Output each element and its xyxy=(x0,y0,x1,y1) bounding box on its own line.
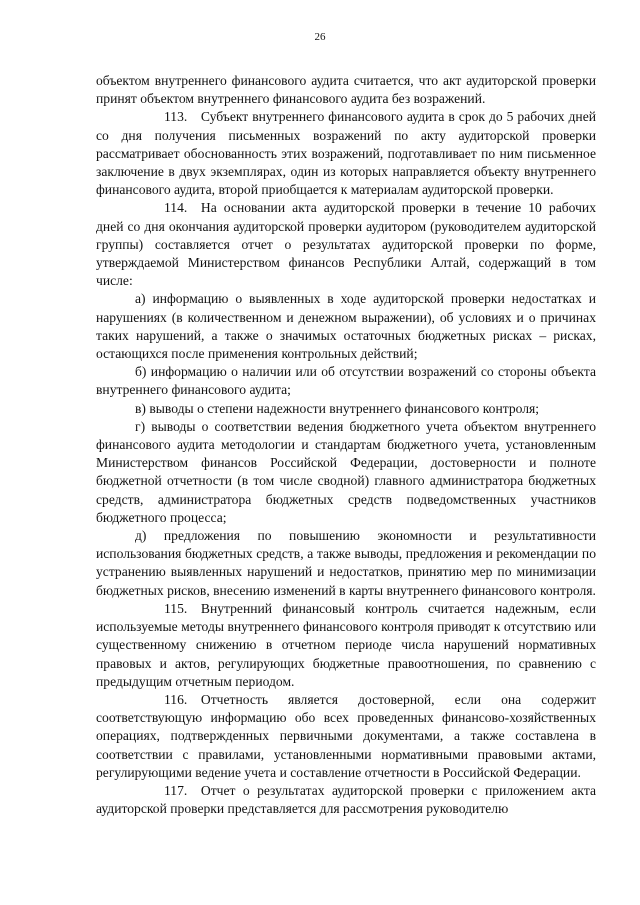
subitem-a: а) информацию о выявленных в ходе аудиторской проверки недостатках и нарушениях (в количественном и денежном выражении), об условиях и о причинах таких нарушений, а также о значимых остаточных бюджетных рисках – рисках, остающихся после применения контрольных действий; xyxy=(96,291,596,362)
document-body xyxy=(96,72,596,818)
paragraph-point-116: 116. Отчетность является достоверной, если она содержит соответствующую информацию обо всех проведенных финансово-хозяйственных операциях, подтвержденных первичными документами, а также составлена в соответствии с правилами, установленными нормативными правовыми актами, регулирующими ведение учета и составление отчетности в Российской Федерации. xyxy=(96,691,596,780)
paragraph-point-115: 115. Внутренний финансовый контроль считается надежным, если используемые методы внутреннего финансового контроля приводят к отсутствию или существенному снижению в отчетном периоде числа нарушений нормативных правовых и актов, регулирующих бюджетные правоотношения, по сравнению с предыдущим отчетным периодом. xyxy=(96,600,596,689)
paragraph-continuation: объектом внутреннего финансового аудита считается, что акт аудиторской проверки принят объектом внутреннего финансового аудита без возражений. xyxy=(96,73,596,107)
paragraph-point-114: 114. На основании акта аудиторской проверки в течение 10 рабочих дней со дня окончания аудиторской проверки аудитором (руководителем аудиторской группы) составляется отчет о результатах аудиторской проверки по форме, утверждаемой Министерством финансов Республики Алтай, содержащий в том числе: xyxy=(96,200,596,289)
page-number: 26 xyxy=(314,31,326,43)
subitem-d: д) предложения по повышению экономности и результативности использования бюджетных средств, а также выводы, предложения и рекомендации по устранению выявленных нарушений и недостатков, принятию мер по минимизации бюджетных рисков, внесению изменений в карты внутреннего финансового контроля. xyxy=(96,528,596,598)
subitem-b: б) информацию о наличии или об отсутствии возражений со стороны объекта внутреннего финансового аудита; xyxy=(96,364,596,398)
paragraph-point-117: 117. Отчет о результатах аудиторской проверки с приложением акта аудиторской проверки представляется для рассмотрения руководителю xyxy=(96,782,596,817)
subitem-v: в) выводы о степени надежности внутреннего финансового контроля; xyxy=(135,400,540,416)
paragraph-point-113: 113. Субъект внутреннего финансового аудита в срок до 5 рабочих дней со дня получения письменных возражений по акту аудиторской проверки рассматривает обоснованность этих возражений, подготавливает по ним письменное заключение в двух экземплярах, один из которых направляется объекту внутреннего финансового аудита, второй приобщается к материалам аудиторской проверки. xyxy=(96,109,596,198)
subitem-g: г) выводы о соответствии ведения бюджетного учета объектом внутреннего финансового аудита методологии и стандартам бюджетного учета, установленным Министерством финансов Российской Федерации, достоверности и полноте бюджетной отчетности (в том числе сводной) главного администратора бюджетных средств, администратора бюджетных средств подведомственных участников бюджетного процесса; xyxy=(96,418,596,525)
